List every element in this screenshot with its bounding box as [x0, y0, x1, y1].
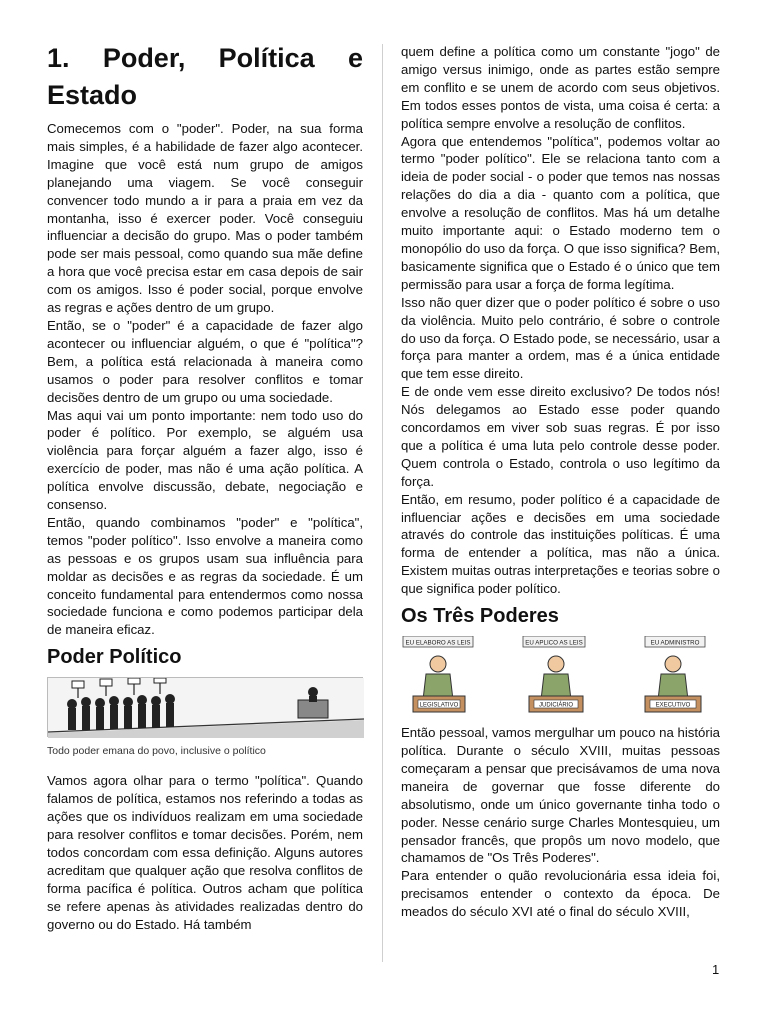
right-column: [401, 43, 720, 921]
paragraph: Então pessoal, vamos mergulhar um pouco na história política. Durante o século XVIII, muitas pessoas começaram a pensar que precisávamos de uma nova maneira de governar que fosse diferente do absolutismo, onde um único governante tinha todo o poder. Nesse cenário surge Charles Montesquieu, um pensador francês, que propôs um novo modelo, que chamamos de "Os Três Poderes".: [401, 725, 720, 866]
title-word: e: [347, 43, 363, 73]
column-divider: [382, 44, 383, 962]
crowd-cartoon-image: [47, 677, 363, 737]
paragraph: Então, se o "poder" é a capacidade de fazer algo acontecer ou influenciar alguém, o que é "política"? Bem, a política está relacionada à maneira como usamos o poder para resolver conflitos e tomar decisões dentro de um grupo ou uma sociedade.: [47, 317, 363, 405]
paragraph: Para entender o quão revolucionária essa ideia foi, precisamos entender o contexto da época. De meados do século XVI até o final do século XVIII,: [401, 868, 720, 920]
desk-label: EXECUTIVO: [655, 702, 691, 709]
section-heading-tres-poderes: Os Três Poderes: [401, 605, 559, 628]
paragraph: Então, quando combinamos "poder" e "política", temos "poder político". Isso envolve a maneira como as pessoas e os grupos usam sua influência para moldar as decisões e as regras da sociedade. É um conceito fundamental para entendermos como nossa sociedade funciona e como podemos participar dela de maneira eficaz.: [47, 514, 363, 638]
legislativo-figure: [403, 636, 473, 712]
banner-label: EU APLICO AS LEIS: [525, 639, 583, 647]
banner-label: EU ADMINISTRO: [650, 639, 700, 647]
paragraph: quem define a política como um constante "jogo" de amigo versus inimigo, onde as partes estão sempre em conflito e se unem de acordo com seus objetivos. Em todos esses pontos de vista, uma coisa é certa: a política sempre envolve a resolução de conflitos.: [401, 44, 720, 131]
section-heading-poder-politico: Poder Político: [47, 646, 182, 669]
page-title: [47, 40, 363, 114]
paragraph: Agora que entendemos "política", podemos voltar ao termo "poder político". Ele se relaciona tanto com a ideia de poder social - o poder que temos nas nossas relações do dia a dia - quanto com a política, que envolve a resolução de conflitos. Mas há um detalhe muito importante aqui: o Estado moderno tem o monopólio do uso da força. O que isso significa? Bem, basicamente significa que o Estado é o único que tem permissão para usar a força de forma legítima.: [401, 133, 720, 292]
page-title-line-2: Estado: [47, 80, 138, 110]
three-powers-illustration: [401, 636, 717, 718]
paragraph: Comecemos com o "poder". Poder, na sua forma mais simples, é a habilidade de fazer algo acontecer. Imagine que você está num grupo de amigos planejando uma viagem. Se você conseguir convencer todo mundo a ir para a praia em vez da montanha, isso é exercer poder. Você conseguiu influenciar a decisão do grupo. Mas o poder também pode ser mais pessoal, como quando sua mãe define a hora que você precisa estar em casa depois de sair com os amigos. Isso é poder social, porque envolve as regras e ações dentro de um grupo.: [47, 121, 363, 316]
three-powers-image: [401, 636, 717, 718]
judiciario-figure: [523, 636, 585, 712]
crowd-cartoon-illustration: [48, 678, 364, 738]
paragraph: Mas aqui vai um ponto importante: nem todo uso do poder é político. Por exemplo, se alguém usa violência para forçar alguém a fazer algo, isso é exercício de poder, mas não é uma ação política. A política envolve discussão, debate, negociação e consenso.: [47, 407, 363, 513]
executivo-figure: [645, 636, 705, 712]
paragraph: E de onde vem esse direito exclusivo? De todos nós! Nós delegamos ao Estado esse poder quando concordamos em viver sob suas regras. É por isso que a política é uma luta pelo controle desse poder. Quem controla o Estado, controla o uso legítimo da força.: [401, 384, 720, 489]
paragraph: Isso não quer dizer que o poder político é sobre o uso da violência. Muito pelo contrário, é sobre o controle do uso da força. O Estado pode, se necessário, usar a força para manter a ordem, mas é a única entidade que tem esse direito.: [401, 294, 720, 382]
paragraph: Vamos agora olhar para o termo "política". Quando falamos de política, estamos nos referindo a todas as ações que os indivíduos realizam em uma sociedade para resolver conflitos e tomar decisões. Porém, nem todos concordam com essa definição. Alguns autores acreditam que qualquer ação que resolva conflitos de forma pacífica é política. Outros acham que política se refere apenas às atividades realizadas dentro do governo ou do Estado. Há também: [47, 773, 363, 932]
paragraph: Então, em resumo, poder político é a capacidade de influenciar ações e decisões em uma sociedade através do controle das instituições políticas. É uma forma de entender a política, mas não a única. Existem muitas outras interpretações e teorias sobre o que significa poder político.: [401, 491, 720, 597]
title-word: Política: [218, 43, 315, 73]
title-word: 1.: [47, 43, 70, 73]
desk-label: JUDICIÁRIO: [538, 702, 574, 709]
left-column: [47, 40, 363, 933]
banner-label: EU ELABORO AS LEIS: [405, 639, 471, 647]
page-title-line-1: [47, 40, 363, 77]
page-number: 1: [712, 962, 720, 977]
figure-caption: Todo poder emana do povo, inclusive o político: [47, 745, 266, 758]
desk-label: LEGISLATIVO: [419, 702, 459, 709]
title-word: Poder,: [102, 43, 186, 73]
